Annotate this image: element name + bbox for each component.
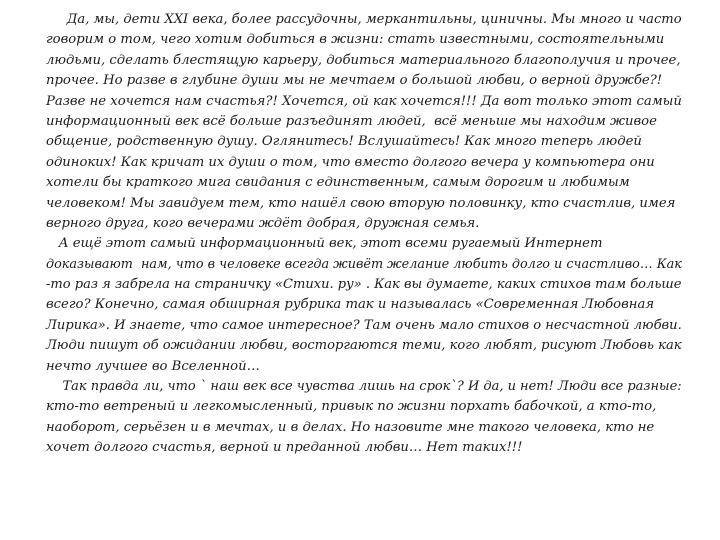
text-line: кто-то ветреный и легкомысленный, привык по жизни порхать бабочкой, а кто-то,: [46, 399, 657, 415]
text-line: доказывают нам, что в человеке всегда живёт желание любить долго и счастливо… Как: [46, 256, 682, 272]
paragraph-1: [46, 10, 682, 234]
text-line: человеком! Мы завидуем тем, кто нашёл свою вторую половинку, кто счастлив, имея: [46, 195, 676, 211]
essay-text: [46, 10, 682, 459]
text-line: людьми, сделать блестящую карьеру, добиться материального благополучия и прочее,: [46, 52, 681, 68]
text-line: наоборот, серьёзен и в мечтах, и в делах. Но назовите мне такого человека, кто не: [46, 419, 655, 435]
text-line: Разве не хочется нам счастья?! Хочется, ой как хочется!!! Да вот только этот самый: [46, 93, 682, 109]
text-line: хотели бы краткого мига свидания с единственным, самым дорогим и любимым: [46, 175, 630, 191]
text-line: всего? Конечно, самая обширная рубрика так и называлась «Современная Любовная: [46, 297, 655, 313]
paragraph-2: [46, 234, 682, 377]
text-line: прочее. Но разве в глубине души мы не мечтаем о большой любви, о верной дружбе?!: [46, 73, 663, 89]
text-line: Да, мы, дети XXI века, более рассудочны, меркантильны, циничны. Мы много и часто: [46, 12, 682, 27]
text-line: информационный век всё больше разъединят людей, всё меньше мы находим живое: [46, 113, 657, 129]
text-line: нечто лучшее во Вселенной…: [46, 358, 260, 374]
paragraph-3: [46, 377, 682, 459]
text-line: -то раз я забрела на страничку «Стихи. ру» . Как вы думаете, каких стихов там больше: [46, 277, 682, 293]
text-line: А ещё этот самый информационный век, этот всеми ругаемый Интернет: [46, 236, 603, 252]
text-line: верного друга, кого вечерами ждёт добрая, дружная семья.: [46, 215, 480, 231]
text-line: Так правда ли, что ` наш век все чувства лишь на срок`? И да, и нет! Люди все разные:: [46, 379, 682, 395]
text-line: одиноких! Как кричат их души о том, что вместо долгого вечера у компьютера они: [46, 154, 655, 170]
text-line: говорим о том, чего хотим добиться в жизни: стать известными, состоятельными: [46, 32, 665, 48]
text-line: общение, родственную душу. Оглянитесь! Вслушайтесь! Как много теперь людей: [46, 134, 642, 150]
text-line: Лирика». И знаете, что самое интересное? Там очень мало стихов о несчастной любви.: [46, 317, 682, 333]
text-line: хочет долгого счастья, верной и преданной любви… Нет таких!!!: [46, 440, 523, 456]
text-line: Люди пишут об ожидании любви, восторгаются теми, кого любят, рисуют Любовь как: [46, 338, 682, 354]
